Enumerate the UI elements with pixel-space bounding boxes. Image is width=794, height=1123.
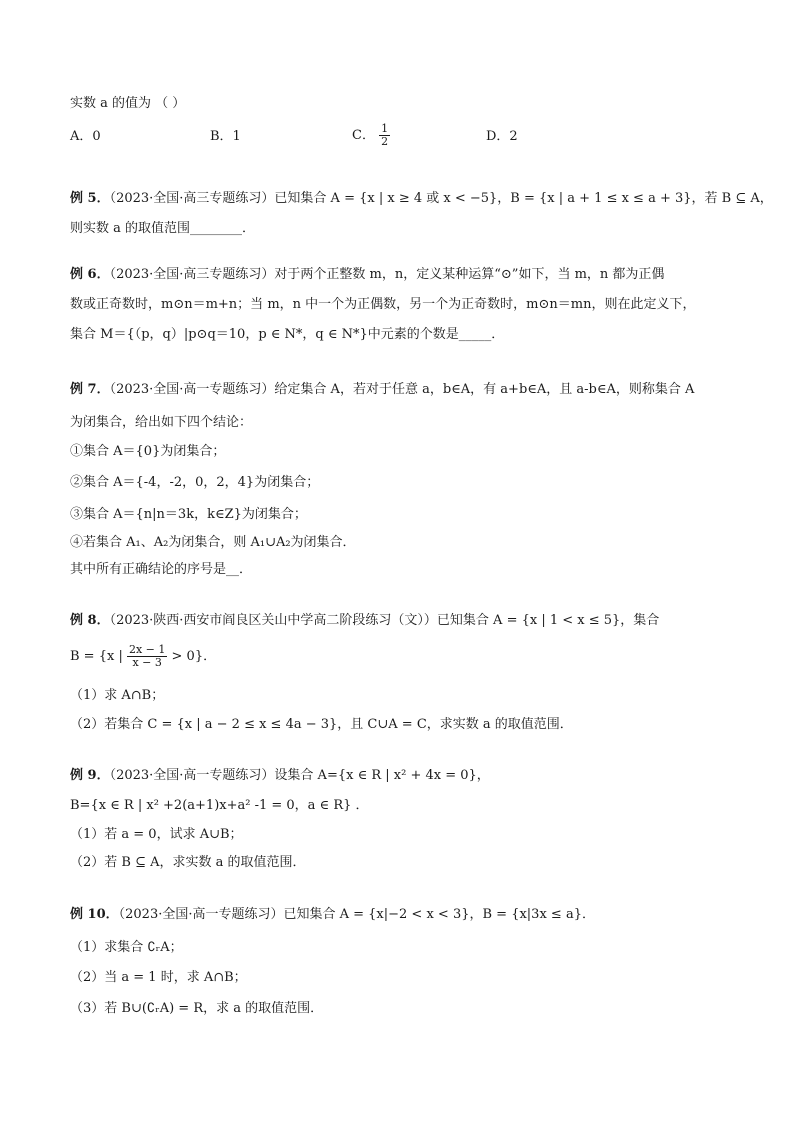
- ex8-line-2: [70, 643, 216, 671]
- ex6-line-1: 例 6．（2023·全国·高三专题练习）对于两个正整数 m，n，定义某种运算“⊙”如下，当 m，n 都为正偶: [70, 267, 665, 282]
- ex7-conclusion-1: ①集合 A＝{0}为闭集合；: [70, 444, 226, 459]
- ex7-line-1: 例 7．（2023·全国·高一专题练习）给定集合 A，若对于任意 a，b∈A，有 a+b∈A，且 a-b∈A，则称集合 A: [70, 382, 695, 397]
- ex10-part-3: （3）若 B∪(∁ᵣA) = R，求 a 的取值范围．: [70, 1001, 324, 1016]
- fraction-denominator: x − 3: [132, 656, 162, 669]
- ex5-line-2: 则实数 a 的取值范围________．: [70, 221, 256, 236]
- ex8-fraction: [127, 644, 167, 669]
- example-number: 例 8．: [70, 613, 110, 628]
- ex6-line-3: 集合 M＝{（p，q）|p⊙q＝10，p ∈ N*，q ∈ N*}中元素的个数是_____．: [70, 327, 505, 342]
- ex7-conclusion-4: ④若集合 A₁、A₂为闭集合，则 A₁∪A₂为闭集合．: [70, 535, 356, 550]
- ex8-set-b-end: > 0}．: [167, 649, 217, 664]
- ex7-conclusion-2: ②集合 A＝{-4，-2，0，2，4}为闭集合；: [70, 475, 320, 490]
- ex9-line-2: B={x ∈ R | x² +2(a+1)x+a² -1 = 0，a ∈ R} ．: [70, 798, 369, 813]
- ex8-part-2: （2）若集合 C = {x | a − 2 ≤ x ≤ 4a − 3}，且 C∪A = C，求实数 a 的取值范围．: [70, 717, 573, 732]
- q4-option-d: D．2: [486, 129, 518, 144]
- ex10-part-1: （1）求集合 ∁ᵣA；: [70, 940, 183, 955]
- ex9-line-1: 例 9．（2023·全国·高一专题练习）设集合 A={x ∈ R | x² + 4x = 0}，: [70, 768, 490, 783]
- q4-stem: 实数 a 的值为 （ ）: [70, 96, 186, 111]
- ex10-part-2: （2）当 a = 1 时，求 A∩B；: [70, 970, 247, 985]
- ex7-conclusion-3: ③集合 A＝{n|n＝3k，k∈Z}为闭集合；: [70, 507, 307, 522]
- ex7-line-question: 其中所有正确结论的序号是__．: [70, 562, 253, 577]
- ex9-part-2: （2）若 B ⊆ A，求实数 a 的取值范围．: [70, 855, 306, 870]
- ex8-line-1: 例 8．（2023·陕西·西安市阎良区关山中学高二阶段练习（文））已知集合 A = {x | 1 < x ≤ 5}，集合: [70, 613, 660, 628]
- ex6-line-2: 数或正奇数时，m⊙n＝m+n；当 m，n 中一个为正偶数，另一个为正奇数时，m⊙n＝mn，则在此定义下，: [70, 297, 696, 312]
- example-number: 例 9．: [70, 768, 110, 783]
- example-number: 例 5．: [70, 191, 110, 206]
- q4-option-c: [352, 123, 390, 148]
- ex10-line-1: 例 10．（2023·全国·高一专题练习）已知集合 A = {x|−2 < x < 3}，B = {x|3x ≤ a}．: [70, 907, 595, 922]
- fraction-numerator: 2x − 1: [128, 643, 166, 656]
- ex5-line-1: 例 5．（2023·全国·高三专题练习）已知集合 A = {x | x ≥ 4 或 x < −5}，B = {x | a + 1 ≤ x ≤ a + 3}，若 B ⊆ A，: [70, 191, 773, 206]
- example-number: 例 7．: [70, 382, 110, 397]
- ex7-line-2: 为闭集合，给出如下四个结论：: [70, 415, 253, 430]
- ex8-set-b-start: B = {x |: [70, 649, 127, 664]
- example-number: 例 6．: [70, 267, 110, 282]
- example-number: 例 10．: [70, 907, 119, 922]
- ex9-part-1: （1）若 a = 0，试求 A∪B；: [70, 827, 243, 842]
- q4-option-c-label: C．: [352, 128, 375, 143]
- fraction-denominator: 2: [381, 135, 389, 148]
- fraction-numerator: 1: [381, 122, 389, 135]
- q4-option-b: B．1: [210, 129, 241, 144]
- ex8-part-1: （1）求 A∩B；: [70, 688, 165, 703]
- q4-option-a: A．0: [70, 129, 101, 144]
- q4-option-c-fraction: [379, 123, 390, 148]
